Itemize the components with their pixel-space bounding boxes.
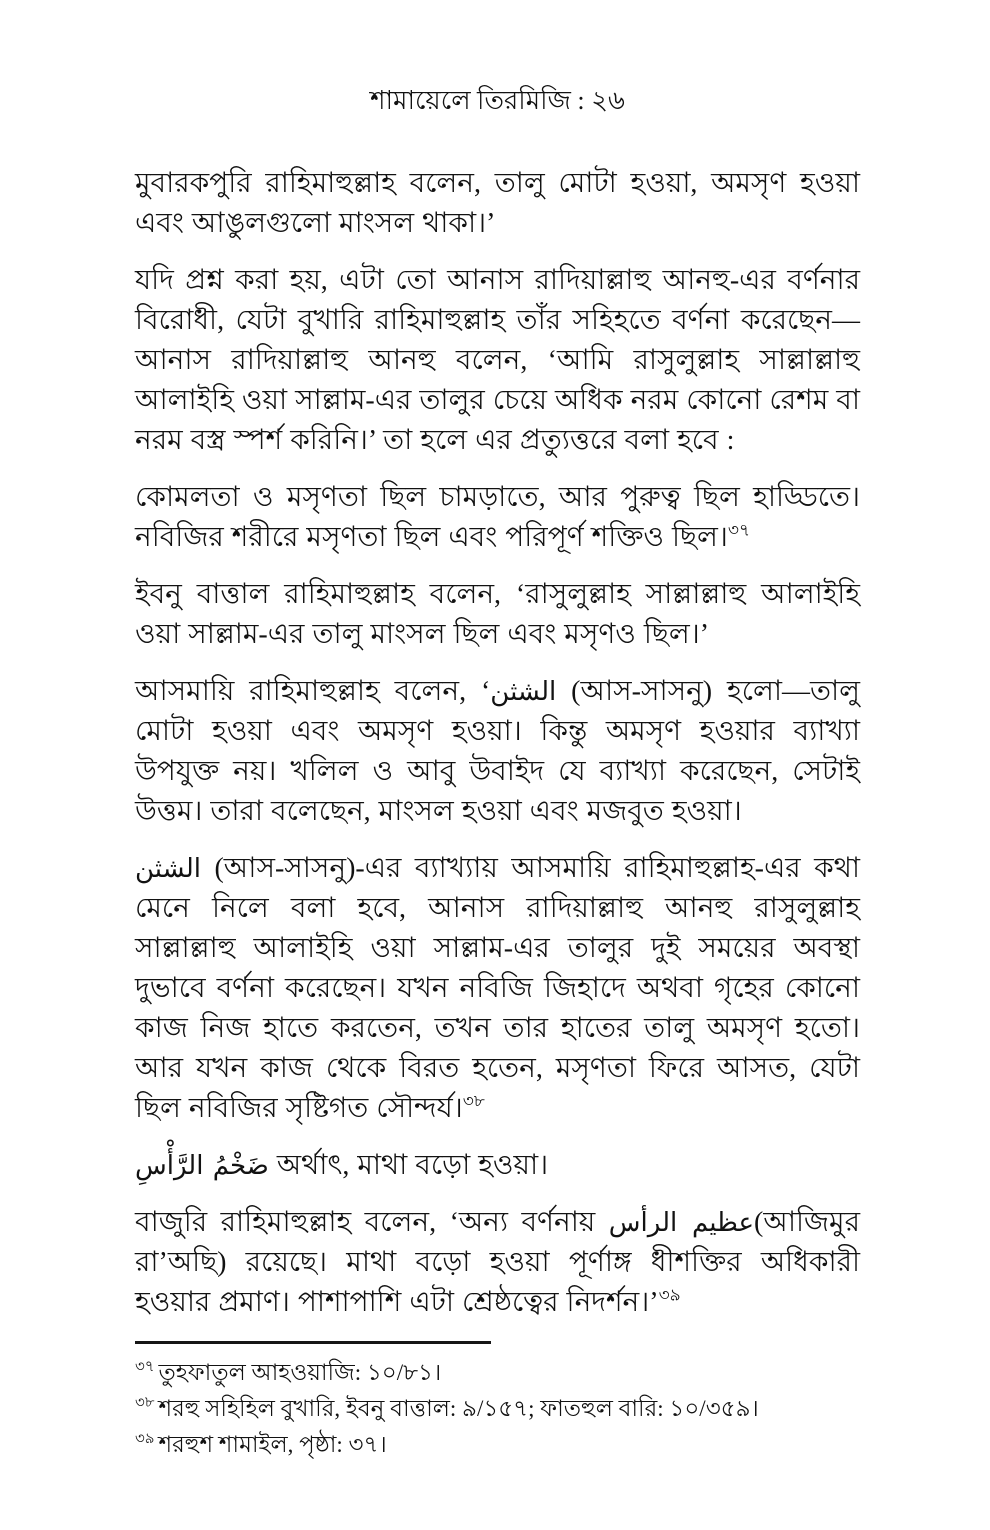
text-run: বাজুরি রাহিমাহুল্লাহ বলেন, ‘অন্য বর্ণনায় (135, 1207, 609, 1238)
footnote-marker: ৩৭ (135, 1359, 155, 1376)
paragraph (135, 672, 860, 832)
text-run: (আস-সাসনু)-এর ব্যাখ্যায় আসমায়ি রাহিমাহুল্লাহ-এর কথা মেনে নিলে বলা হবে, আনাস রাদিয়াল্লাহু আনহু রাসুলুল্লাহ সাল্লাল্লাহু আলাইহি ওয়া সাল্লাম-এর তালুর দুই সময়ের অবস্থা দুভাবে বর্ণনা করেছেন। যখন নবিজি জিহাদে অথবা গৃহের কোনো কাজ নিজ হাতে করতেন, তখন তার হাতের তালু অমসৃণ হতো। আর যখন কাজ থেকে বিরত হতেন, মসৃণতা ফিরে আসত, যেটা ছিল নবিজির সৃষ্টিগত সৌন্দর্য। (135, 853, 860, 1124)
footnote-divider (135, 1341, 491, 1344)
paragraph (135, 478, 860, 558)
text-run: কোমলতা ও মসৃণতা ছিল চামড়াতে, আর পুরুত্ব ছিল হাড্ডিতে। নবিজির শরীরে মসৃণতা ছিল এবং পরিপূর্ণ শক্তিও ছিল। (135, 482, 860, 553)
text-run: (আজিমুর রা’অছি) রয়েছে। মাথা বড়ো হওয়া পূর্ণাঙ্গ ধীশক্তির অধিকারী হওয়ার প্রমাণ। পাশাপাশি এটা শ্রেষ্ঠত্বের নিদর্শন।’ (135, 1207, 860, 1318)
text-run: আসমায়ি রাহিমাহুল্লাহ বলেন, ‘ (135, 676, 491, 707)
footnote-text: তুহফাতুল আহওয়াজি: ১০/৮১। (158, 1360, 442, 1385)
arabic-phrase: الشثن (490, 677, 557, 707)
paragraph (135, 261, 860, 461)
page-header (135, 84, 860, 118)
text-run: যদি প্রশ্ন করা হয়, এটা তো আনাস রাদিয়াল্লাহু আনহু-এর বর্ণনার বিরোধী, যেটা বুখারি রাহিমাহুল্লাহ তাঁর সহিহতে বর্ণনা করেছেন—আনাস রাদিয়াল্লাহু আনহু বলেন, ‘আমি রাসুলুল্লাহ সাল্লাল্লাহু আলাইহি ওয়া সাল্লাম-এর তালুর চেয়ে অধিক নরম কোনো রেশম বা নরম বস্ত্র স্পর্শ করিনি।’ তা হলে এর প্রত্যুত্তরে বলা হবে : (135, 265, 860, 456)
footnote-marker: ৩৮ (135, 1395, 155, 1412)
arabic-phrase: عظيم الرأس (608, 1208, 754, 1238)
arabic-phrase: الشثن (135, 854, 201, 884)
footnote-item (135, 1356, 860, 1390)
page-title: শামায়েলে তিরমিজি : ২৬ (370, 86, 625, 115)
footnote-item (135, 1428, 860, 1462)
footnote-item (135, 1392, 860, 1426)
footnote-ref: ৩৮ (462, 1091, 485, 1111)
text-run: ইবনু বাত্তাল রাহিমাহুল্লাহ বলেন, ‘রাসুলুল্লাহ সাল্লাল্লাহু আলাইহি ওয়া সাল্লাম-এর তালু মাংসল ছিল এবং মসৃণও ছিল।’ (135, 579, 860, 650)
footnote-text: শরহু সহিহিল বুখারি, ইবনু বাত্তাল: ৯/১৫৭; ফাতহুল বারি: ১০/৩৫৯। (158, 1396, 759, 1421)
paragraph (135, 1203, 860, 1323)
footnote-text: শরহুশ শামাইল, পৃষ্ঠা: ৩৭। (158, 1432, 387, 1457)
text-run: মুবারকপুরি রাহিমাহুল্লাহ বলেন, তালু মোটা হওয়া, অমসৃণ হওয়া এবং আঙুলগুলো মাংসল থাকা।’ (135, 168, 860, 239)
paragraph (135, 849, 860, 1129)
text-run: (আস-সাসনু) হলো—তালু মোটা হওয়া এবং অমসৃণ হওয়া। কিন্তু অমসৃণ হওয়ার ব্যাখ্যা উপযুক্ত নয়। খলিল ও আবু উবাইদ যে ব্যাখ্যা করেছেন, সেটাই উত্তম। তারা বলেছেন, মাংসল হওয়া এবং মজবুত হওয়া। (135, 676, 860, 827)
footnote-ref: ৩৯ (658, 1285, 681, 1305)
footnote-ref: ৩৭ (727, 520, 750, 540)
text-run: অর্থাৎ, মাথা বড়ো হওয়া। (268, 1150, 549, 1181)
body-text (135, 164, 860, 1323)
paragraph (135, 164, 860, 244)
arabic-phrase: ضَخْمُ الرَّأْسِ (135, 1151, 269, 1181)
paragraph (135, 575, 860, 655)
paragraph (135, 1146, 860, 1186)
footnotes-section (135, 1356, 860, 1462)
footnote-marker: ৩৯ (135, 1431, 155, 1448)
